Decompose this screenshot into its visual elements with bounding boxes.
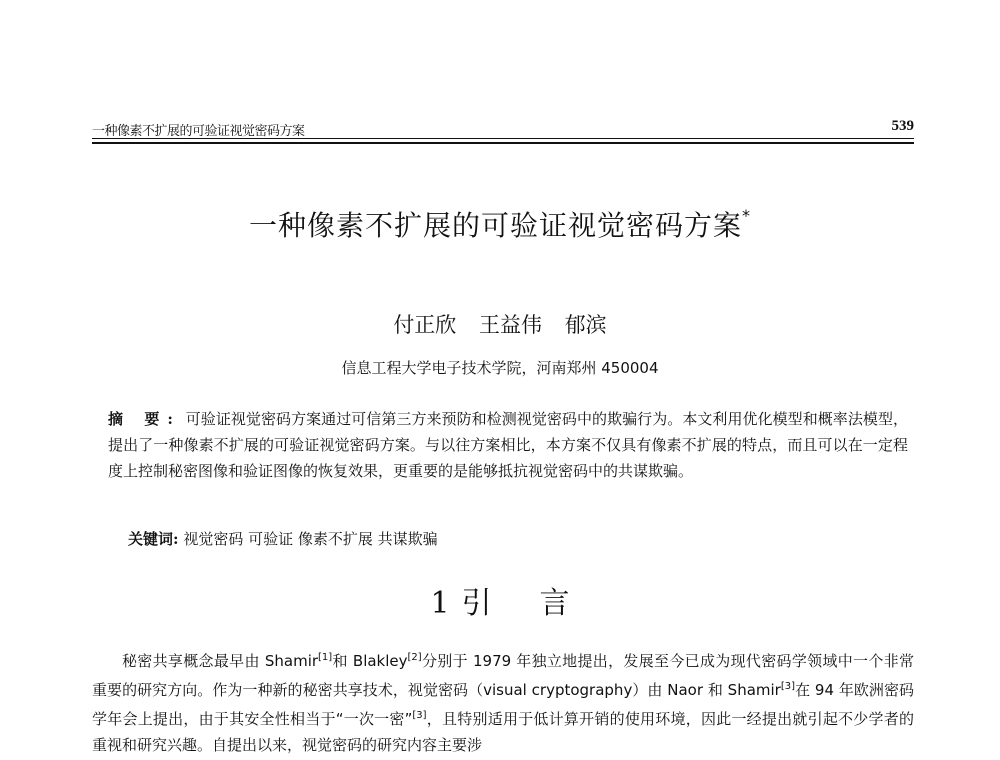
text-run: 和 Blakley: [332, 652, 408, 670]
citation: [2]: [407, 652, 422, 663]
paper-title-text: 一种像素不扩展的可验证视觉密码方案: [248, 209, 742, 242]
affiliation: 信息工程大学电子技术学院，河南郑州 450004: [341, 359, 659, 377]
running-header: [92, 114, 914, 139]
page-number: 539: [891, 118, 914, 134]
section-title-part1: 引: [461, 586, 492, 621]
header-rule: [92, 142, 914, 144]
abstract-label: 摘 要:: [108, 410, 181, 428]
text-run: 秘密共享概念最早由 Shamir: [122, 652, 319, 670]
abstract-text: 可验证视觉密码方案通过可信第三方来预防和检测视觉密码中的欺骗行为。本文利用优化模型和概率法模型，提出了一种像素不扩展的可验证视觉密码方案。与以往方案相比，本方案不仅具有像素不扩展的特点，而且可以在一定程度上控制秘密图像和验证图像的恢复效果，更重要的是能够抵抗视觉密码中的共谋欺骗。: [108, 410, 908, 480]
section-heading-introduction: [0, 578, 1000, 622]
citation: [3]: [412, 710, 427, 721]
keywords: [128, 528, 908, 549]
citation: [3]: [780, 681, 796, 692]
keywords-text: 视觉密码 可验证 像素不扩展 共谋欺骗: [183, 530, 438, 548]
section-number: 1: [430, 586, 450, 621]
authors: 付正欣 王益伟 郁滨: [393, 313, 607, 337]
abstract: [108, 406, 908, 484]
text-run: 分别于 1979 年独立地提出，发展至今已成为现代密码学领域中一个非常重要的研究方向。作为一种新的秘密共享技术，视觉密码（visual cryptography）由 Naor 和 Shamir: [92, 652, 914, 699]
title-footnote-mark: *: [742, 206, 751, 225]
body-text: [92, 645, 914, 758]
running-title: 一种像素不扩展的可验证视觉密码方案: [92, 124, 305, 139]
citation: [1]: [318, 652, 333, 663]
paragraph: [92, 645, 914, 758]
text-run: 在 94 年欧洲密码学年会上提出，由于其安全性相当于“一次一密”: [92, 681, 915, 728]
text-run: ，且特别适用于低计算开销的使用环境，因此一经提出就引起不少学者的重视和研究兴趣。自提出以来，视觉密码的研究内容主要涉: [92, 710, 914, 754]
section-title-part2: 言: [539, 586, 570, 621]
keywords-label: 关键词:: [128, 530, 179, 548]
paper-title: [0, 204, 1000, 244]
